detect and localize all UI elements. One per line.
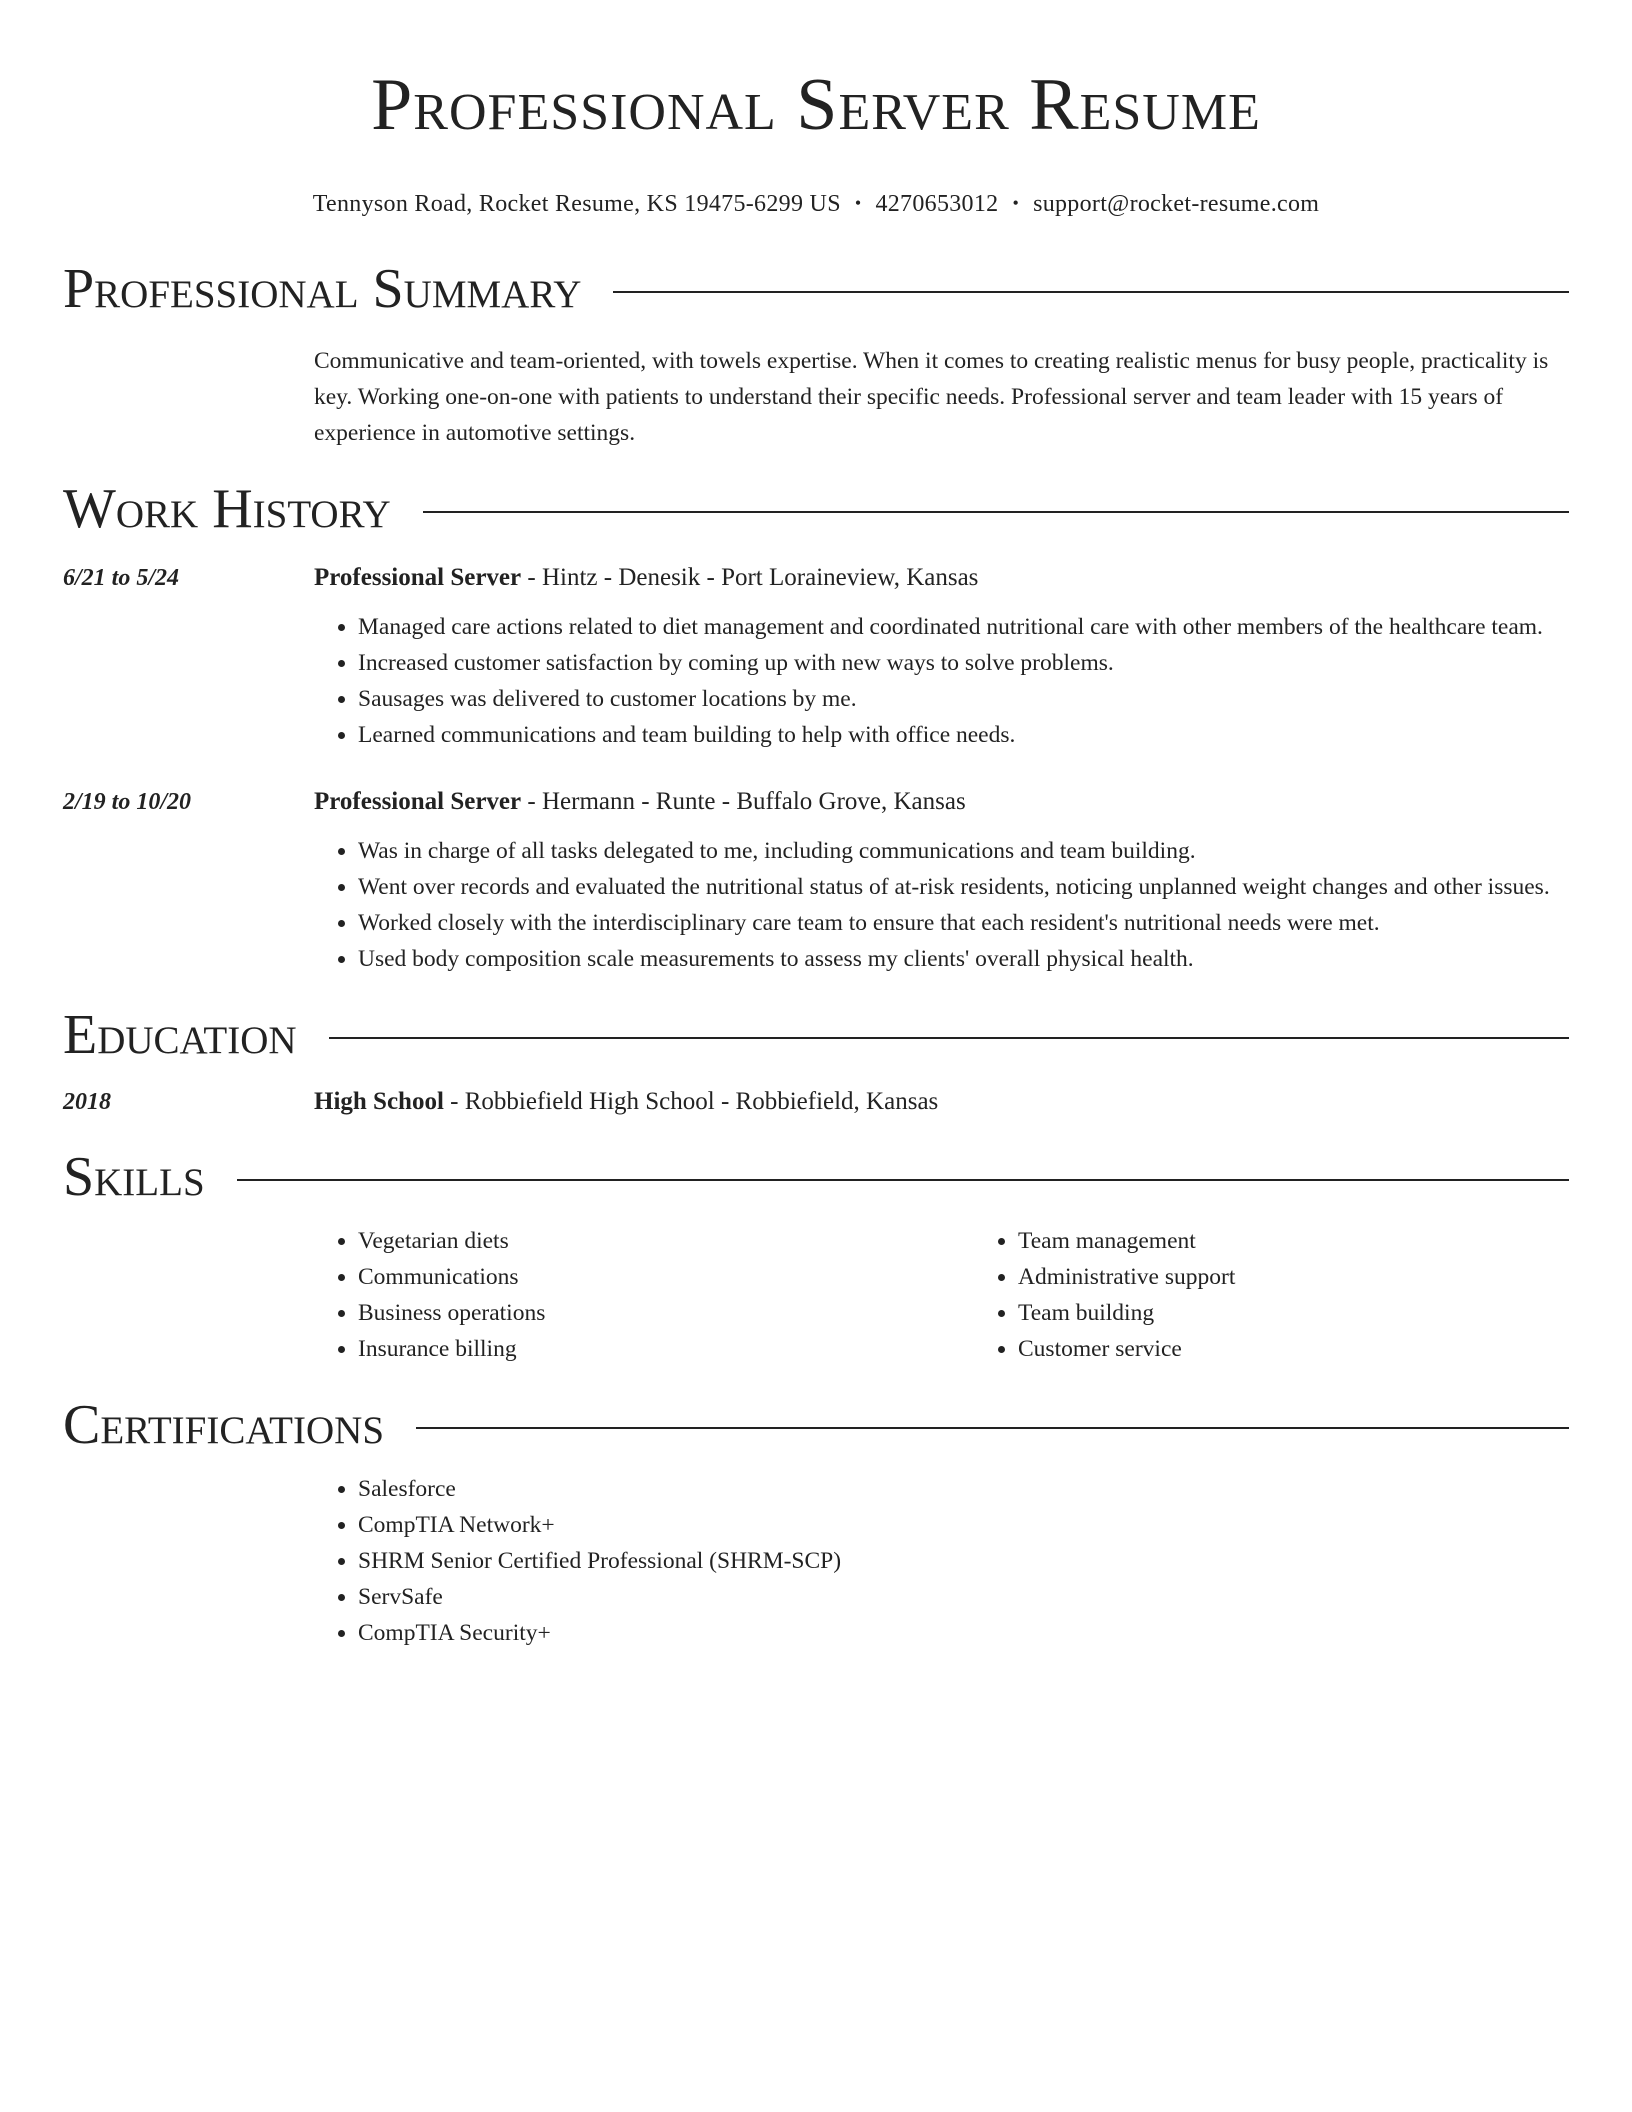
certifications-list [314,1471,1569,1651]
section-divider [423,511,1569,513]
certifications-body [314,1457,1569,1651]
job-employer: - Hermann - Runte - Buffalo Grove, Kansas [521,788,966,815]
job-entry [63,561,1569,753]
list-item: • Business operations [358,1295,974,1331]
section-divider [329,1037,1569,1039]
resume-title: Professional Server Resume [371,64,1261,146]
certifications-left-column [63,1457,314,1651]
certifications-heading: Certifications [63,1394,385,1456]
education-heading: Education [63,1004,297,1066]
job-dates: 2/19 to 10/20 [63,789,192,815]
skills-section-heading [63,1145,1569,1209]
list-item: • Administrative support [1018,1259,1569,1295]
list-item: • Communications [358,1259,974,1295]
list-item: • Team management [1018,1223,1569,1259]
education-year: 2018 [63,1089,111,1115]
skills-row [63,1209,1569,1367]
job-bullets [314,833,1569,977]
job-heading [314,785,1569,819]
education-body [314,1085,1569,1119]
summary-heading: Professional Summary [63,258,582,320]
education-section-heading [63,1003,1569,1067]
section-divider [416,1427,1569,1429]
resume-header [63,0,1569,219]
list-item: • CompTIA Network+ [358,1507,1569,1543]
list-item: • Salesforce [358,1471,1569,1507]
contact-separator: • [854,193,862,213]
education-school: - Robbiefield High School - Robbiefield, Kansas [443,1088,939,1115]
certifications-row [63,1457,1569,1651]
list-item: • CompTIA Security+ [358,1615,1569,1651]
list-item: • Sausages was delivered to customer locations by me. [358,681,1569,717]
contact-line [63,188,1569,219]
list-item: • Worked closely with the interdisciplinary care team to ensure that each resident's nutritional needs were met. [358,905,1569,941]
contact-phone: 4270653012 [875,191,999,217]
skills-list-left [314,1223,974,1367]
list-item: • Insurance billing [358,1331,974,1367]
list-item: • ServSafe [358,1579,1569,1615]
contact-email: support@rocket-resume.com [1033,191,1320,217]
section-divider [237,1179,1569,1181]
list-item: • Customer service [1018,1331,1569,1367]
list-item: • Learned communications and team building to help with office needs. [358,717,1569,753]
skills-columns [314,1209,1569,1367]
education-entry [63,1085,1569,1119]
job-employer: - Hintz - Denesik - Port Loraineview, Kansas [521,564,979,591]
job-dates: 6/21 to 5/24 [63,565,180,591]
certifications-section-heading [63,1393,1569,1457]
contact-separator: • [1012,193,1020,213]
summary-left-column [63,321,314,451]
list-item: • Managed care actions related to diet management and coordinated nutritional care with other members of the healthcare team. [358,609,1569,645]
list-item: • Vegetarian diets [358,1223,974,1259]
summary-text: Communicative and team-oriented, with towels expertise. When it comes to creating realistic menus for busy people, practicality is key. Working one-on-one with patients to understand their specific needs. Professional server and team leader with 15 years of experience in automotive settings. [314,348,1549,446]
job-body [314,785,1569,977]
job-title: Professional Server [314,788,522,815]
contact-address: Tennyson Road, Rocket Resume, KS 19475-6299 US [312,191,841,217]
job-bullets [314,609,1569,753]
list-item: • Team building [1018,1295,1569,1331]
list-item: • SHRM Senior Certified Professional (SHRM-SCP) [358,1543,1569,1579]
skills-left-column [63,1209,314,1367]
job-entry [63,785,1569,977]
list-item: • Went over records and evaluated the nutritional status of at-risk residents, noticing unplanned weight changes and other issues. [358,869,1569,905]
job-title: Professional Server [314,564,522,591]
work-section-heading [63,477,1569,541]
skills-list-right [974,1223,1569,1367]
list-item: • Increased customer satisfaction by coming up with new ways to solve problems. [358,645,1569,681]
skills-heading: Skills [63,1146,205,1208]
section-divider [613,291,1569,293]
job-body [314,561,1569,753]
work-heading: Work History [63,478,391,540]
education-degree: High School [314,1088,444,1115]
list-item: • Used body composition scale measurements to assess my clients' overall physical health. [358,941,1569,977]
summary-row [63,321,1569,451]
summary-section-heading [63,257,1569,321]
job-heading [314,561,1569,595]
list-item: • Was in charge of all tasks delegated to me, including communications and team building. [358,833,1569,869]
